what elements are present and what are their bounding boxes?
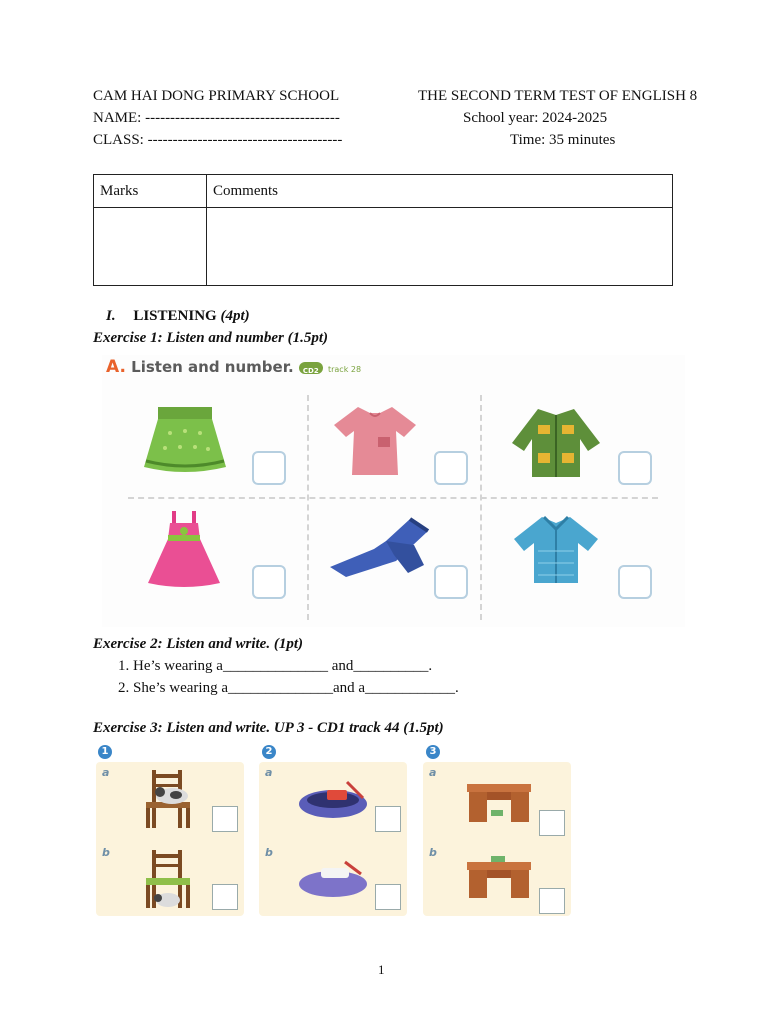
- pencil-case-closed-icon: [297, 856, 373, 902]
- letter-a: a: [102, 766, 110, 779]
- answer-box-jeans[interactable]: [434, 565, 468, 599]
- dress-icon: [142, 509, 226, 589]
- chair-cat-on-icon: [142, 768, 198, 830]
- cd-badge: CD2: [302, 366, 319, 375]
- letter-b: b: [429, 846, 437, 859]
- book-heading: [106, 357, 361, 377]
- answer-box-tshirt[interactable]: [434, 451, 468, 485]
- comments-header: Comments: [207, 175, 673, 208]
- answer-box-3b[interactable]: [539, 888, 565, 914]
- skirt-icon: [140, 403, 230, 475]
- section-points: (4pt): [220, 308, 250, 324]
- letter-b: b: [265, 846, 273, 859]
- shirt-icon: [508, 511, 604, 587]
- letter-a: a: [429, 766, 437, 779]
- test-duration: Time: 35 minutes: [510, 132, 616, 148]
- answer-box-2a[interactable]: [375, 806, 401, 832]
- vertical-divider-2: [480, 395, 482, 620]
- exercise-2-title: Exercise 2: Listen and write. (1pt): [93, 636, 303, 652]
- cd-track: track 28: [327, 365, 362, 374]
- card-number-3: 3: [426, 745, 440, 759]
- jacket-icon: [508, 403, 604, 483]
- answer-box-dress[interactable]: [252, 565, 286, 599]
- answer-box-3a[interactable]: [539, 810, 565, 836]
- exercise-2-item-2: 2. She’s wearing a______________and a____________.: [118, 680, 459, 696]
- answer-box-1b[interactable]: [212, 884, 238, 910]
- answer-box-jacket[interactable]: [618, 451, 652, 485]
- marks-table: [93, 174, 673, 286]
- tshirt-icon: [330, 403, 420, 479]
- exercise-3-title: Exercise 3: Listen and write. UP 3 - CD1 track 44 (1.5pt): [93, 720, 444, 736]
- answer-box-shirt[interactable]: [618, 565, 652, 599]
- section-numeral: I.: [106, 308, 116, 324]
- comments-cell[interactable]: [207, 208, 673, 286]
- school-name: CAM HAI DONG PRIMARY SCHOOL: [93, 88, 340, 104]
- cd-icon: [299, 362, 323, 374]
- card-chair: [96, 762, 244, 916]
- answer-box-skirt[interactable]: [252, 451, 286, 485]
- exercise-2-item-1: 1. He’s wearing a______________ and__________.: [118, 658, 433, 674]
- card-number-2: 2: [262, 745, 276, 759]
- answer-box-2b[interactable]: [375, 884, 401, 910]
- horizontal-divider: [128, 497, 658, 499]
- section-title: LISTENING: [133, 308, 217, 324]
- test-title: THE SECOND TERM TEST OF ENGLISH 8: [418, 88, 698, 104]
- letter-a: a: [265, 766, 273, 779]
- chair-cat-under-icon: [142, 848, 198, 910]
- jeans-icon: [324, 515, 434, 581]
- page-number: 1: [378, 962, 385, 977]
- answer-box-1a[interactable]: [212, 806, 238, 832]
- card-pencil-case: [259, 762, 407, 916]
- card-desk: [423, 762, 571, 916]
- book-heading-letter: A.: [106, 357, 126, 377]
- book-heading-text: Listen and number.: [131, 358, 294, 376]
- section-listening: [106, 308, 250, 325]
- letter-b: b: [102, 846, 110, 859]
- class-field-label: CLASS: ---------------------------------------: [93, 132, 343, 148]
- name-field-label: NAME: ---------------------------------------: [93, 110, 340, 126]
- desk-book-on-icon: [463, 854, 535, 900]
- school-year: School year: 2024-2025: [463, 110, 608, 126]
- marks-header: Marks: [94, 175, 207, 208]
- vertical-divider-1: [307, 395, 309, 620]
- marks-cell[interactable]: [94, 208, 207, 286]
- pencil-case-open-icon: [297, 776, 373, 822]
- card-number-1: 1: [98, 745, 112, 759]
- clothes-picture-panel: [102, 355, 685, 627]
- exercise-1-title: Exercise 1: Listen and number (1.5pt): [93, 330, 328, 346]
- desk-book-under-icon: [463, 780, 535, 824]
